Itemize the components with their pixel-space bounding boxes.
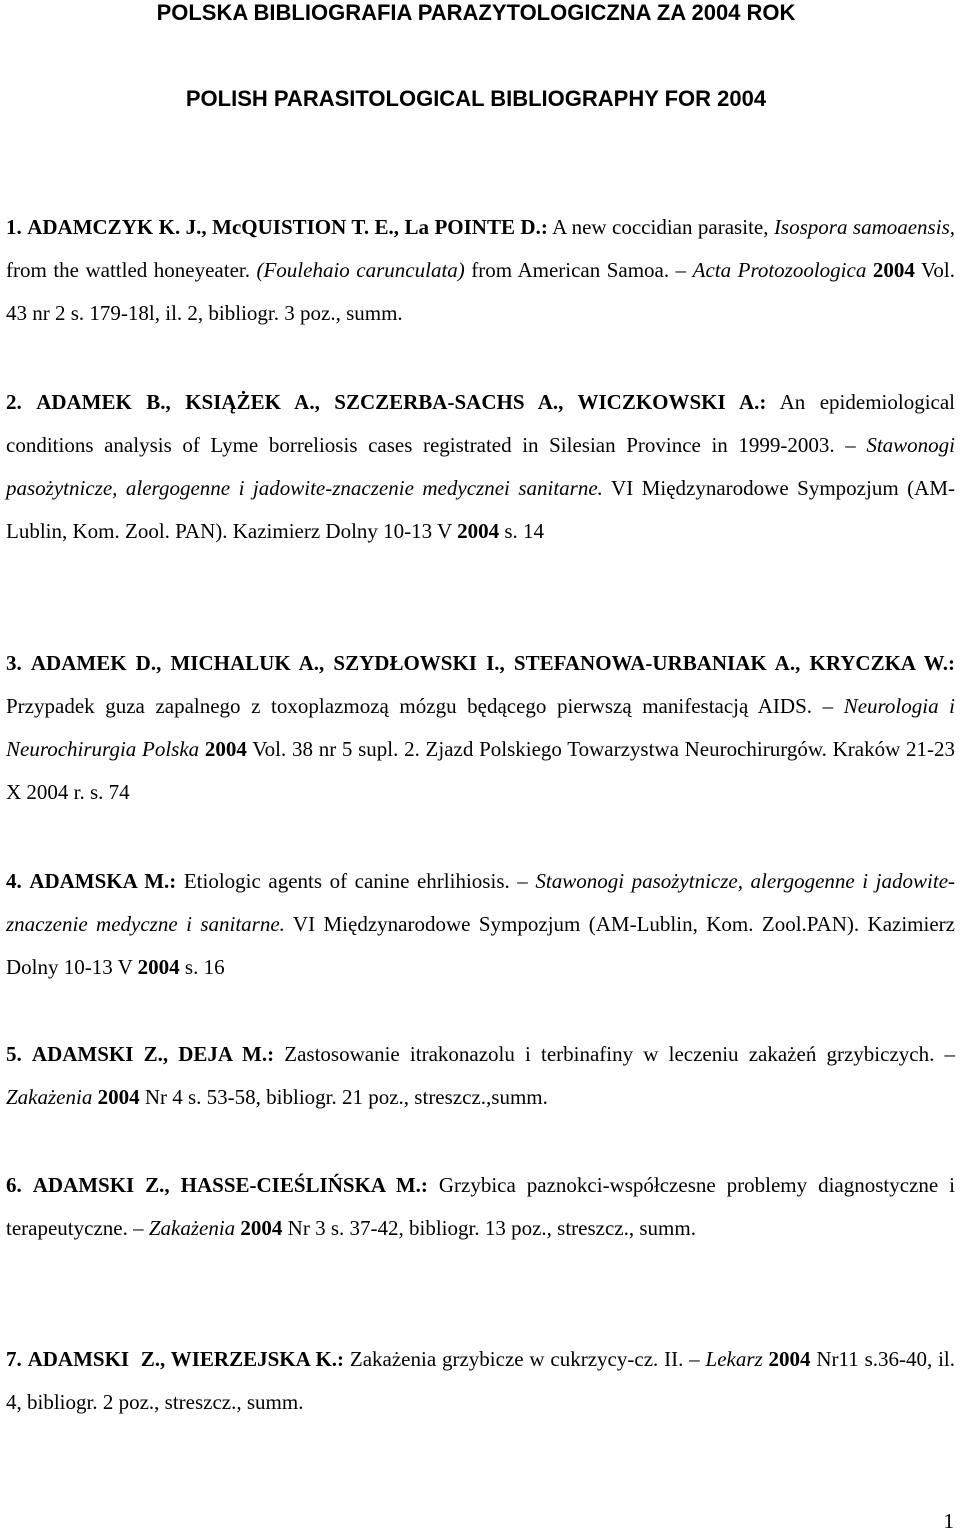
entry-source: Stawonogi pasożytnicze, alergogenne i jadowite-znaczenie medyczne i sanitarne. — [6, 869, 956, 936]
entry-title: A new coccidian parasite, — [547, 215, 774, 239]
entry-authors: ADAMEK B., KSIĄŻEK A., SZCZERBA-SACHS A., WICZKOWSKI A.: — [36, 390, 767, 414]
entry-authors: ADAMSKA M.: — [29, 869, 177, 893]
entry-title: An epidemiological conditions analysis of Lyme borreliosis cases registrated in Silesian Province in 1999-2003. – — [6, 390, 956, 457]
entry-number: 6. — [6, 1173, 22, 1197]
entry-title: Przypadek guza zapalnego z toxoplazmozą mózgu będącego pierwszą manifestacją AIDS. – — [6, 694, 844, 718]
entry-details: Vol. 43 nr 2 s. 179-18l, il. 2, bibliogr. 3 poz., summ. — [6, 258, 956, 325]
entry-pages: s. 14 — [499, 519, 545, 543]
entry-source: Stawonogi pasożytnicze, alergogenne i jadowite-znaczenie medycznei sanitarne. — [6, 433, 955, 500]
entry-number: 5. — [6, 1042, 22, 1066]
entry-details: Nr 4 s. 53-58, bibliogr. 21 poz., streszcz.,summ. — [139, 1085, 548, 1109]
entry-year: 2004 — [137, 955, 180, 979]
bibliography-entry-5 — [6, 1033, 955, 1119]
page-title-english: POLISH PARASITOLOGICAL BIBLIOGRAPHY FOR 2004 — [185, 86, 767, 111]
entry-year: 2004 — [204, 737, 247, 761]
entry-title: Zakażenia grzybicze w cukrzycy-cz. II. – — [344, 1347, 706, 1371]
entry-title: Zastosowanie itrakonazolu i terbinafiny w leczeniu zakażeń grzybiczych. – — [274, 1042, 955, 1066]
entry-authors: ADAMEK D., MICHALUK A., SZYDŁOWSKI I., STEFANOWA-URBANIAK A., KRYCZKA W.: — [30, 651, 955, 675]
entry-authors: ADAMSKI Z., HASSE-CIEŚLIŃSKA M.: — [32, 1173, 428, 1197]
entry-source: Acta Protozoologica — [692, 258, 867, 282]
bibliography-entry-3 — [6, 642, 955, 814]
entry-source: Zakażenia — [148, 1216, 236, 1240]
entry-number: 7. — [6, 1347, 22, 1371]
entry-pages: s. 16 — [179, 955, 225, 979]
bibliography-entry-2 — [6, 381, 955, 553]
bibliography-entry-4 — [6, 860, 955, 989]
entry-host-name: (Foulehaio carunculata) — [256, 258, 465, 282]
entry-authors: ADAMSKI Z., DEJA M.: — [31, 1042, 275, 1066]
entry-title: Etiologic agents of canine ehrlihiosis. – — [176, 869, 536, 893]
bibliography-entry-1 — [6, 206, 955, 335]
entry-authors: ADAMSKI Z., WIERZEJSKA K.: — [27, 1347, 345, 1371]
entry-source: Zakażenia — [6, 1085, 93, 1109]
entry-details: VI Międzynarodowe Sympozjum (AM-Lublin, Kom. Zool. PAN). Kazimierz Dolny 10-13 V — [6, 476, 955, 543]
entry-source: Lekarz — [705, 1347, 763, 1371]
entry-details: Nr11 s.36-40, il. 4, bibliogr. 2 poz., streszcz., summ. — [6, 1347, 956, 1414]
page-number: 1 — [943, 1509, 954, 1533]
entry-title-continued: from the wattled honeyeater. — [6, 258, 257, 282]
entry-source: Neurologia i Neurochirurgia Polska — [6, 694, 955, 761]
bibliography-entry-6 — [6, 1164, 955, 1250]
entry-title-end: from American Samoa. – — [464, 258, 693, 282]
entry-year: 2004 — [768, 1347, 811, 1371]
entry-details: VI Międzynarodowe Sympozjum (AM-Lublin, Kom. Zool.PAN). Kazimierz Dolny 10-13 V — [6, 912, 955, 979]
entry-number: 3. — [6, 651, 22, 675]
entry-number: 4. — [6, 869, 22, 893]
entry-year: 2004 — [872, 258, 915, 282]
entry-number: 2. — [6, 390, 22, 414]
entry-year: 2004 — [97, 1085, 140, 1109]
entry-details: Nr 3 s. 37-42, bibliogr. 13 poz., streszcz., summ. — [282, 1216, 696, 1240]
entry-authors: ADAMCZYK K. J., McQUISTION T. E., La POINTE D.: — [27, 215, 548, 239]
page-title-polish: POLSKA BIBLIOGRAFIA PARAZYTOLOGICZNA ZA 2004 ROK — [156, 0, 796, 25]
entry-title: Grzybica paznokci-współczesne problemy diagnostyczne i terapeutyczne. – — [6, 1173, 955, 1240]
entry-species-name: Isospora samoaensis, — [773, 215, 955, 239]
entry-number: 1. — [6, 215, 22, 239]
entry-year: 2004 — [457, 519, 500, 543]
bibliography-entry-7 — [6, 1338, 955, 1424]
entry-year: 2004 — [240, 1216, 283, 1240]
entry-details: Vol. 38 nr 5 supl. 2. Zjazd Polskiego Towarzystwa Neurochirurgów. Kraków 21-23 X 2004 r. s. 74 — [6, 737, 956, 804]
